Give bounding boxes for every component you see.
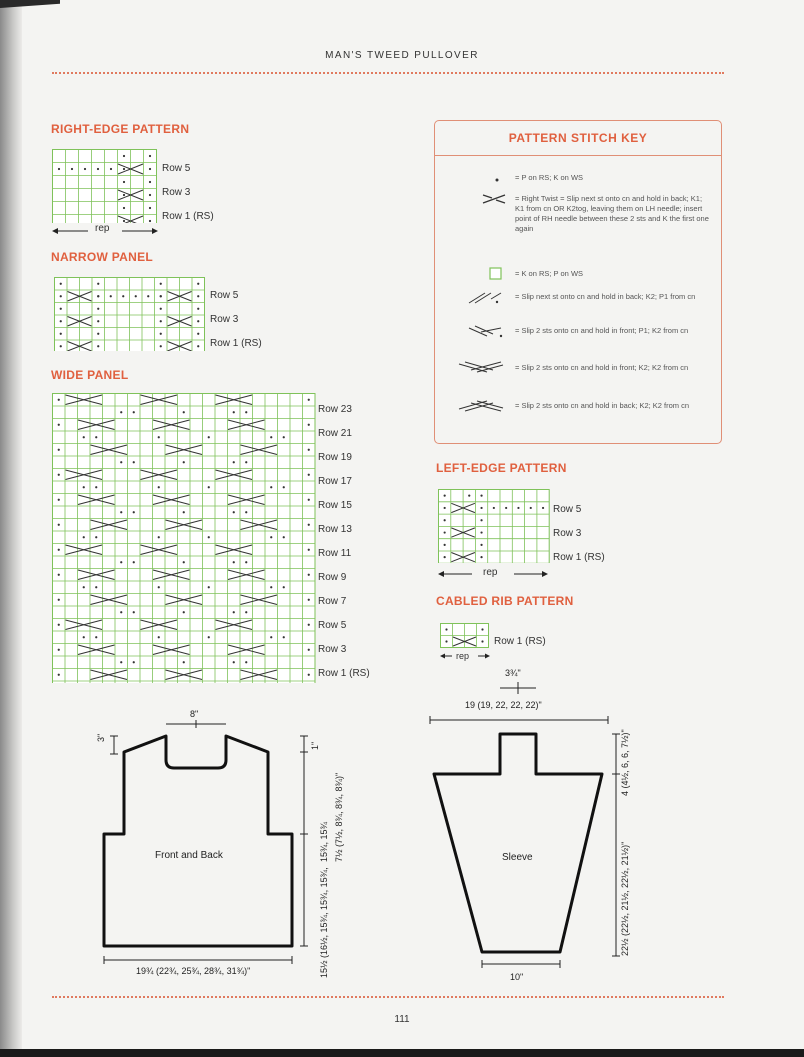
body-width-dim: 19¾ (22¾, 25¾, 28¾, 31¾)" [136, 966, 251, 976]
purl-stitch-mark [308, 474, 310, 476]
wide-panel-row-label: Row 7 [318, 596, 347, 607]
purl-stitch-mark [58, 649, 60, 651]
purl-stitch-mark [120, 611, 122, 613]
right-edge-chart [52, 149, 158, 223]
purl-stitch-mark [58, 449, 60, 451]
key-entry-back-cable: = Slip 2 sts onto cn and hold in back; K2; K2 from cn [515, 401, 690, 410]
purl-stitch-mark [84, 168, 86, 170]
purl-stitch-mark [270, 586, 272, 588]
purl-stitch-mark [60, 283, 62, 285]
purl-stitch-mark [197, 295, 199, 297]
purl-stitch-mark [120, 511, 122, 513]
purl-stitch-mark [133, 611, 135, 613]
purl-stitch-mark [270, 436, 272, 438]
key-title: PATTERN STITCH KEY [508, 131, 648, 145]
purl-stitch-mark [97, 308, 99, 310]
right-edge-row-1: Row 1 (RS) [162, 211, 214, 222]
key-entry-back-cross-p1: = Slip next st onto cn and hold in back; K2; P1 from cn [515, 292, 696, 301]
purl-stitch-mark [123, 181, 125, 183]
purl-stitch-mark [60, 295, 62, 297]
purl-stitch-mark [183, 661, 185, 663]
narrow-panel-title: NARROW PANEL [51, 250, 154, 264]
purl-stitch-mark [71, 168, 73, 170]
purl-stitch-mark [58, 474, 60, 476]
key-entry-right-twist: = Right Twist = Slip next st onto cn and hold in back; K1; K1 from cn OR K2tog, leaving them on LH needle; insert point of RH needle between these 2 sts and K the first one again [515, 194, 709, 233]
front-cross-p1k2-icon [467, 324, 505, 338]
purl-stitch-mark [480, 556, 482, 558]
purl-stitch-mark [208, 636, 210, 638]
purl-stitch-mark [83, 436, 85, 438]
purl-stitch-mark [233, 461, 235, 463]
wide-panel-row-label: Row 5 [318, 620, 347, 631]
purl-stitch-mark [183, 511, 185, 513]
purl-stitch-mark [505, 507, 507, 509]
left-edge-row-1: Row 1 (RS) [553, 552, 605, 563]
purl-stitch-mark [58, 599, 60, 601]
purl-stitch-mark [123, 220, 125, 222]
purl-stitch-mark [542, 507, 544, 509]
right-twist-icon [481, 193, 507, 205]
purl-stitch-mark [97, 345, 99, 347]
purl-stitch-mark [133, 561, 135, 563]
purl-stitch-mark [444, 507, 446, 509]
purl-stitch-mark [444, 556, 446, 558]
purl-stitch-mark [60, 333, 62, 335]
purl-stitch-mark [233, 661, 235, 663]
purl-stitch-mark [58, 574, 60, 576]
right-edge-rep-label: rep [95, 223, 110, 234]
purl-stitch-mark [58, 524, 60, 526]
front-cable-2x2-icon [457, 360, 505, 374]
purl-stitch-mark [245, 511, 247, 513]
saddle-width-dim: 3¾" [505, 668, 521, 678]
left-edge-row-5: Row 5 [553, 504, 582, 515]
purl-stitch-mark [149, 194, 151, 196]
purl-stitch-mark [233, 611, 235, 613]
purl-stitch-mark [122, 295, 124, 297]
purl-stitch-mark [110, 295, 112, 297]
purl-stitch-mark [308, 449, 310, 451]
left-edge-rep-label: rep [483, 567, 498, 578]
purl-stitch-mark [147, 295, 149, 297]
purl-stitch-mark [270, 486, 272, 488]
purl-stitch-mark [97, 168, 99, 170]
purl-stitch-mark [158, 636, 160, 638]
cabled-rib-rep-label: rep [456, 651, 470, 661]
left-edge-title: LEFT-EDGE PATTERN [436, 461, 567, 475]
lower-length-dim: 15½ (16½, 15¾, 15¾, 15¾, [319, 867, 329, 978]
top-dotted-rule [52, 72, 724, 74]
purl-stitch-mark [183, 561, 185, 563]
narrow-panel-row-5: Row 5 [210, 290, 239, 301]
purl-stitch-mark [123, 168, 125, 170]
cabled-rib-chart [440, 623, 492, 649]
purl-stitch-mark [481, 628, 483, 630]
purl-stitch-mark [197, 308, 199, 310]
purl-stitch-mark [245, 611, 247, 613]
purl-stitch-mark [95, 536, 97, 538]
purl-stitch-mark [270, 636, 272, 638]
purl-stitch-mark [95, 436, 97, 438]
left-edge-row-3: Row 3 [553, 528, 582, 539]
purl-stitch-mark [123, 194, 125, 196]
purl-stitch-mark [95, 636, 97, 638]
front-back-schematic [96, 706, 336, 976]
purl-stitch-mark [97, 295, 99, 297]
bottom-dotted-rule [52, 996, 724, 998]
narrow-panel-chart [54, 277, 208, 351]
purl-stitch-mark [83, 586, 85, 588]
purl-stitch-mark [158, 486, 160, 488]
purl-stitch-mark [160, 283, 162, 285]
cabled-rib-row-1: Row 1 (RS) [494, 636, 546, 647]
purl-stitch-mark [197, 283, 199, 285]
purl-stitch-mark [120, 411, 122, 413]
page-corner [0, 0, 60, 8]
neck-depth-dim: 3" [96, 733, 106, 742]
purl-stitch-mark [58, 674, 60, 676]
purl-stitch-mark [233, 411, 235, 413]
purl-stitch-mark [97, 320, 99, 322]
purl-stitch-mark [58, 549, 60, 551]
purl-stitch-mark [233, 561, 235, 563]
purl-stitch-mark [480, 507, 482, 509]
purl-stitch-mark [468, 495, 470, 497]
purl-stitch-mark [245, 461, 247, 463]
armhole-dim: 7½ (7½, 8¾, 8¾, 8¾)" [334, 772, 344, 862]
purl-stitch-mark [97, 283, 99, 285]
purl-stitch-mark [58, 624, 60, 626]
purl-stitch-mark [444, 495, 446, 497]
sleeve-length-dim: 22½ (22½, 21½, 22½, 21½)" [620, 841, 630, 956]
sleeve-schematic [420, 680, 650, 980]
purl-stitch-mark [58, 499, 60, 501]
purl-stitch-mark [123, 155, 125, 157]
body-length-dim: 15¾, 15¾ [319, 821, 329, 862]
purl-stitch-mark [197, 320, 199, 322]
key-entry-front-cross-p1: = Slip 2 sts onto cn and hold in front; P1; K2 from cn [515, 326, 689, 335]
purl-stitch-mark [308, 549, 310, 551]
wide-panel-row-label: Row 3 [318, 644, 347, 655]
purl-stitch-mark [160, 345, 162, 347]
wide-panel-row-label: Row 11 [318, 548, 352, 559]
right-edge-row-5: Row 5 [162, 163, 191, 174]
book-spine-shadow [0, 0, 22, 1057]
purl-stitch-mark [60, 320, 62, 322]
wide-panel-row-label: Row 9 [318, 572, 347, 583]
purl-stitch-mark [308, 599, 310, 601]
wide-panel-row-label: Row 19 [318, 452, 352, 463]
purl-stitch-mark [120, 661, 122, 663]
left-edge-chart [438, 489, 550, 563]
purl-stitch-mark [133, 461, 135, 463]
purl-stitch-mark [245, 561, 247, 563]
purl-stitch-mark [110, 168, 112, 170]
purl-stitch-mark [308, 499, 310, 501]
purl-stitch-mark [445, 628, 447, 630]
purl-stitch-mark [208, 586, 210, 588]
key-entry-front-cable: = Slip 2 sts onto cn and hold in front; K2; K2 from cn [515, 363, 689, 372]
neck-width-dim: 8" [190, 709, 199, 719]
purl-stitch-mark [83, 536, 85, 538]
sleeve-cuff-dim: 10" [510, 972, 524, 982]
sleeve-cap-height-dim: 4 (4½, 6, 6, 7½)" [620, 729, 630, 796]
purl-stitch-mark [283, 486, 285, 488]
purl-stitch-mark [308, 524, 310, 526]
wide-panel-row-label: Row 1 (RS) [318, 668, 370, 679]
purl-stitch-mark [480, 531, 482, 533]
purl-stitch-mark [83, 486, 85, 488]
purl-stitch-mark [480, 495, 482, 497]
purl-stitch-mark [58, 424, 60, 426]
purl-stitch-mark [270, 536, 272, 538]
purl-stitch-mark [208, 486, 210, 488]
purl-stitch-mark [158, 536, 160, 538]
purl-stitch-mark [160, 320, 162, 322]
key-entry-purl: = P on RS; K on WS [515, 173, 584, 182]
purl-stitch-mark [197, 345, 199, 347]
purl-stitch-mark [58, 168, 60, 170]
key-title-rule [435, 155, 721, 156]
purl-stitch-mark [517, 507, 519, 509]
running-head: MAN'S TWEED PULLOVER [325, 50, 479, 61]
narrow-panel-row-3: Row 3 [210, 314, 239, 325]
purl-stitch-mark [308, 574, 310, 576]
wide-panel-row-label: Row 23 [318, 404, 352, 415]
purl-stitch-mark [120, 561, 122, 563]
purl-stitch-mark [60, 308, 62, 310]
purl-stitch-mark [120, 461, 122, 463]
sleeve-top-width-dim: 19 (19, 22, 22, 22)" [465, 700, 542, 710]
back-cable-2x2-icon [457, 399, 505, 413]
wide-panel-chart [52, 393, 316, 683]
purl-stitch-mark [208, 436, 210, 438]
purl-stitch-mark [149, 207, 151, 209]
purl-stitch-mark [133, 511, 135, 513]
purl-stitch-mark [493, 507, 495, 509]
purl-stitch-mark [245, 661, 247, 663]
purl-stitch-mark [123, 207, 125, 209]
purl-stitch-mark [183, 411, 185, 413]
purl-stitch-mark [481, 640, 483, 642]
sleeve-label: Sleeve [502, 852, 533, 863]
purl-stitch-mark [183, 611, 185, 613]
wide-panel-row-label: Row 15 [318, 500, 352, 511]
back-cross-k2p1-icon [467, 291, 505, 305]
purl-stitch-mark [444, 544, 446, 546]
purl-stitch-mark [149, 155, 151, 157]
right-edge-row-3: Row 3 [162, 187, 191, 198]
right-edge-title: RIGHT-EDGE PATTERN [51, 122, 190, 136]
chart-grid-frame [53, 394, 316, 684]
purl-stitch-mark [308, 674, 310, 676]
purl-stitch-mark [160, 333, 162, 335]
purl-stitch-mark [95, 586, 97, 588]
purl-stitch-mark [445, 640, 447, 642]
purl-stitch-mark [133, 661, 135, 663]
wide-panel-row-label: Row 21 [318, 428, 352, 439]
page-number: 111 [394, 1014, 410, 1025]
purl-stitch-mark [135, 295, 137, 297]
front-back-label: Front and Back [155, 850, 223, 861]
key-entry-knit: = K on RS; P on WS [515, 269, 584, 278]
purl-dot-icon [491, 175, 503, 185]
purl-stitch-mark [530, 507, 532, 509]
purl-stitch-mark [183, 461, 185, 463]
purl-stitch-mark [208, 536, 210, 538]
narrow-panel-row-1: Row 1 (RS) [210, 338, 262, 349]
wide-panel-title: WIDE PANEL [51, 368, 129, 382]
purl-stitch-mark [283, 536, 285, 538]
purl-stitch-mark [233, 511, 235, 513]
purl-stitch-mark [480, 544, 482, 546]
purl-stitch-mark [308, 649, 310, 651]
purl-stitch-mark [160, 295, 162, 297]
purl-stitch-mark [308, 399, 310, 401]
purl-stitch-mark [308, 424, 310, 426]
page-bottom-edge [0, 1049, 804, 1057]
purl-stitch-mark [97, 333, 99, 335]
purl-stitch-mark [444, 519, 446, 521]
purl-stitch-mark [480, 519, 482, 521]
purl-stitch-mark [60, 345, 62, 347]
knit-square-icon [489, 267, 503, 281]
purl-stitch-mark [149, 168, 151, 170]
purl-stitch-mark [283, 586, 285, 588]
purl-stitch-mark [149, 220, 151, 222]
purl-stitch-mark [197, 333, 199, 335]
purl-stitch-mark [149, 181, 151, 183]
cabled-rib-title: CABLED RIB PATTERN [436, 594, 574, 608]
purl-stitch-mark [283, 436, 285, 438]
purl-stitch-mark [283, 636, 285, 638]
purl-stitch-mark [158, 436, 160, 438]
purl-stitch-mark [160, 308, 162, 310]
purl-stitch-mark [58, 399, 60, 401]
purl-stitch-mark [83, 636, 85, 638]
purl-stitch-mark [158, 586, 160, 588]
shoulder-dim: 1" [310, 741, 320, 750]
wide-panel-row-label: Row 13 [318, 524, 352, 535]
pattern-stitch-key [434, 120, 722, 444]
wide-panel-row-label: Row 17 [318, 476, 352, 487]
purl-stitch-mark [444, 531, 446, 533]
purl-stitch-mark [245, 411, 247, 413]
purl-stitch-mark [95, 486, 97, 488]
purl-stitch-mark [308, 624, 310, 626]
purl-stitch-mark [133, 411, 135, 413]
